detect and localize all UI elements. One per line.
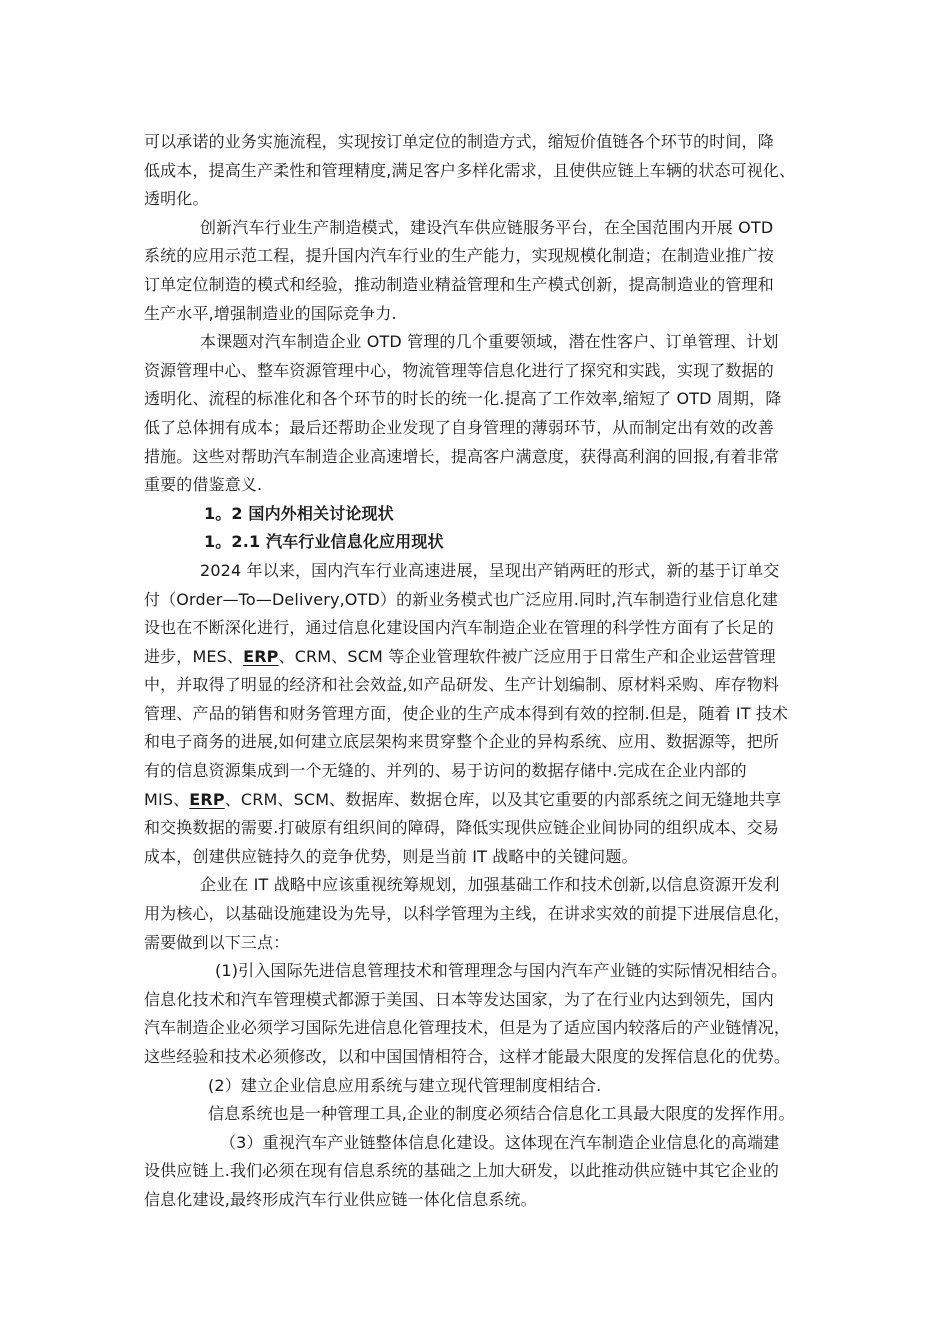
paragraph-line: 信息系统也是一种管理工具,企业的制度必须结合信息化工具最大限度的发挥作用。	[208, 1104, 795, 1124]
paragraph-line: 低了总体拥有成本；最后还帮助企业发现了自身管理的薄弱环节，从而制定出有效的改善	[144, 417, 774, 437]
list-item-line: （3）重视汽车产业链整体信息化建设。这体现在汽车制造企业信息化的高端建	[220, 1132, 780, 1152]
paragraph-line: 这些经验和技术必须修改，以和中国国情相符合，这样才能最大限度的发挥信息化的优势。	[144, 1047, 791, 1066]
paragraph-line: 信息化建设,最终形成汽车行业供应链一体化信息系统。	[144, 1189, 537, 1209]
erp-link[interactable]: ERP	[189, 789, 225, 809]
list-item-line: (1)引入国际先进信息管理技术和管理理念与国内汽车产业链的实际情况相结合。	[215, 961, 788, 981]
paragraph-line: 透明化。	[144, 189, 209, 209]
paragraph-line: 订单定位制造的模式和经验，推动制造业精益管理和生产模式创新，提高制造业的管理和	[144, 274, 774, 294]
paragraph-line: 生产水平,增强制造业的国际竞争力.	[144, 303, 397, 323]
text-span: MIS、	[144, 789, 190, 809]
paragraph-line: 企业在 IT 战略中应该重视统筹规划，加强基础工作和技术创新,以信息资源开发利	[200, 875, 780, 895]
paragraph-line: 需要做到以下三点：	[144, 932, 290, 952]
paragraph-line: 可以承诺的业务实施流程，实现按订单定位的制造方式，缩短价值链各个环节的时间，降	[144, 132, 774, 151]
paragraph-line: 有的信息资源集成到一个无缝的、并列的、易于访问的数据存储中.完成在企业内部的	[144, 761, 747, 781]
paragraph-line: 创新汽车行业生产制造模式，建设汽车供应链服务平台，在全国范围内开展 OTD	[200, 217, 774, 237]
paragraph-line: 和交换数据的需要.打破原有组织间的障碍，降低实现供应链企业间协同的组织成本、交易	[144, 818, 780, 838]
paragraph-line: 用为核心，以基础设施建设为先导，以科学管理为主线，在讲求实效的前提下进展信息化，	[144, 904, 791, 924]
subsection-heading: 1。2.1 汽车行业信息化应用现状	[204, 532, 444, 552]
paragraph-line	[144, 643, 812, 672]
paragraph-line: 中，并取得了明显的经济和社会效益,如产品研发、生产计划编制、原材料采购、库存物料	[144, 675, 780, 695]
paragraph-line: 设也在不断深化进行，通过信息化建设国内汽车制造企业在管理的科学性方面有了长足的	[144, 618, 774, 638]
section-heading: 1。2 国内外相关讨论现状	[204, 503, 394, 523]
paragraph-line: 管理、产品的销售和财务管理方面，使企业的生产成本得到有效的控制.但是，随着 IT 技术	[144, 703, 789, 723]
paragraph-line: 设供应链上.我们必须在现有信息系统的基础之上加大研发，以此推动供应链中其它企业的	[144, 1161, 780, 1181]
paragraph-line: 汽车制造企业必须学习国际先进信息化管理技术，但是为了适应国内较落后的产业链情况，	[144, 1018, 791, 1038]
list-item-line: (2）建立企业信息应用系统与建立现代管理制度相结合.	[208, 1075, 602, 1095]
paragraph-line: 系统的应用示范工程，提升国内汽车行业的生产能力，实现规模化制造；在制造业推广按	[144, 246, 774, 266]
paragraph-line: 透明化、流程的标准化和各个环节的时长的统一化.提高了工作效率,缩短了 OTD 周期，降	[144, 389, 782, 409]
paragraph-line: 低成本，提高生产柔性和管理精度,满足客户多样化需求，且使供应链上车辆的状态可视化、	[144, 160, 796, 180]
text-span: 、CRM、SCM、数据库、数据仓库，以及其它重要的内部系统之间无缝地共享	[224, 789, 782, 809]
paragraph-line: 资源管理中心、整车资源管理中心，物流管理等信息化进行了探究和实践，实现了数据的	[144, 360, 774, 380]
paragraph-line	[144, 786, 812, 815]
paragraph-line: 本课题对汽车制造企业 OTD 管理的几个重要领域，潜在性客户、订单管理、计划	[200, 332, 779, 352]
paragraph-line: 2024 年以来，国内汽车行业高速进展，呈现出产销两旺的形式，新的基于订单交	[200, 560, 780, 580]
text-span: 进步，MES、	[144, 646, 244, 666]
paragraph-line: 和电子商务的进展,如何建立底层架构来贯穿整个企业的异构系统、应用、数据源等，把所	[144, 732, 780, 752]
paragraph-line: 措施。这些对帮助汽车制造企业高速增长，提高客户满意度，获得高利润的回报,有着非常	[144, 446, 780, 466]
text-span: 、CRM、SCM 等企业管理软件被广泛应用于日常生产和企业运营管理	[278, 646, 776, 666]
paragraph-line: 重要的借鉴意义.	[144, 475, 263, 495]
erp-link[interactable]: ERP	[243, 646, 279, 666]
paragraph-line: 付（Order—To—Delivery,OTD）的新业务模式也广泛应用.同时,汽车制造行业信息化建	[144, 589, 779, 609]
paragraph-line: 成本，创建供应链持久的竞争优势，则是当前 IT 战略中的关键问题。	[144, 846, 638, 866]
paragraph-line: 信息化技术和汽车管理模式都源于美国、日本等发达国家，为了在行业内达到领先，国内	[144, 989, 774, 1009]
document-page	[144, 128, 812, 1215]
